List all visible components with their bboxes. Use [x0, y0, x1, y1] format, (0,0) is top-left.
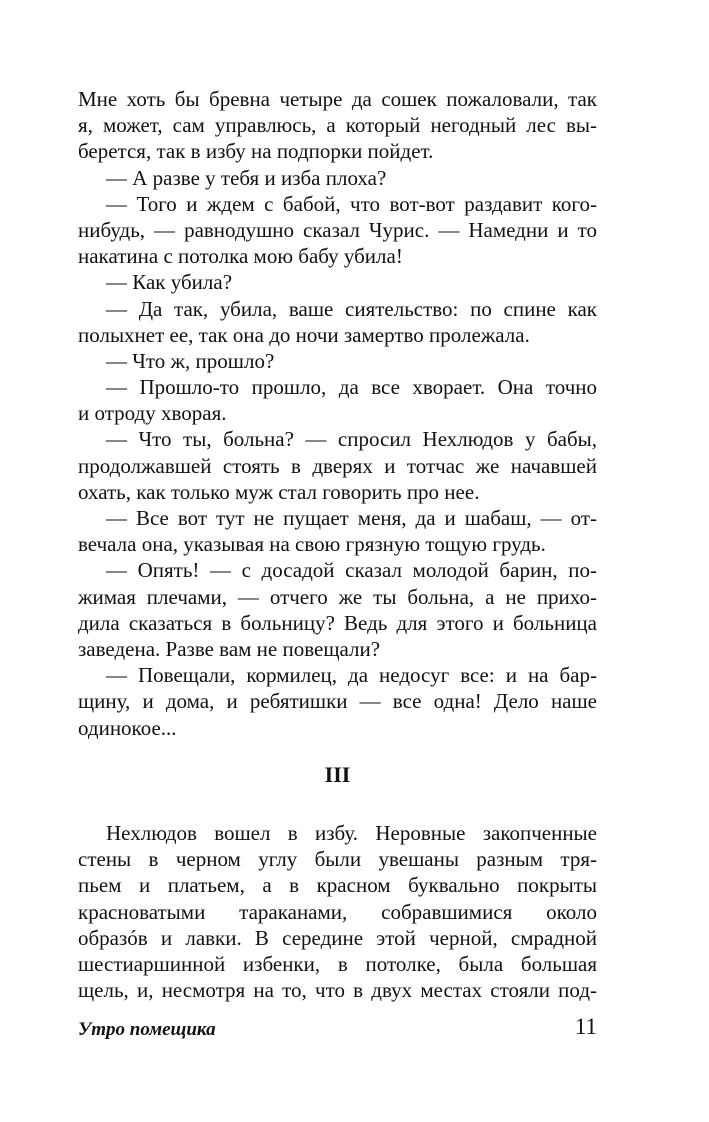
- text-line: полыхнет ее, так она до ночи замертво пролежала.: [78, 322, 530, 347]
- text-line: красноватыми тараканами, собравшимися около: [78, 899, 597, 924]
- text-line: накатина с потолка мою бабу убила!: [78, 244, 403, 269]
- dialogue-line: — Прошло-то прошло, да все хворает. Она точно: [106, 375, 597, 400]
- dialogue-line: — Повещали, кормилец, да недосуг все: и на бар-: [106, 663, 597, 688]
- text-line: дила сказаться в больницу? Ведь для этого и больница: [78, 610, 597, 635]
- text-line: вечала она, указывая на свою грязную тощую грудь.: [78, 532, 546, 557]
- text-line: щель, и, несмотря на то, что в двух местах стояли под-: [78, 978, 597, 1003]
- text-line: Мне хоть бы бревна четыре да сошек пожаловали, так: [78, 87, 597, 111]
- dialogue-line: — Как убила?: [106, 270, 233, 295]
- text-line: берется, так в избу на подпорки пойдет.: [78, 139, 434, 164]
- text-line: пьем и платьем, а в красном буквально покрыты: [78, 873, 597, 898]
- text-section-1: [78, 86, 597, 741]
- dialogue-line: — Да так, убила, ваше сиятельство: по спине как: [106, 296, 597, 321]
- text-line: заведена. Разве вам не повещали?: [78, 636, 381, 661]
- text-line: продолжавшей стоять в дверях и тотчас же начавшей: [78, 453, 597, 478]
- page-number: 11: [574, 1014, 597, 1039]
- dialogue-line: — А разве у тебя и изба плоха?: [106, 165, 387, 190]
- text-line: шестиаршинной избенки, в потолке, была большая: [78, 951, 597, 976]
- text-line: Нехлюдов вошел в избу. Неровные закопченные: [106, 821, 597, 845]
- dialogue-line: — Что ты, больна? — спросил Нехлюдов у бабы,: [106, 427, 597, 452]
- running-footer-title: Утро помещика: [78, 1019, 216, 1040]
- text-line: жимая плечами, — отчего же ты больна, а не прихо-: [78, 584, 597, 609]
- text-line: охать, как только муж стал говорить про нее.: [78, 479, 480, 504]
- dialogue-line: — Все вот тут не пущает меня, да и шабаш, — от-: [106, 506, 597, 530]
- text-line: я, может, сам управлюсь, а который негодный лес вы-: [78, 113, 597, 138]
- text-line: стены в черном углу были увешаны разным тря-: [78, 847, 597, 872]
- dialogue-line: — Опять! — с досадой сказал молодой барин, по-: [106, 558, 597, 583]
- text-line: одинокое...: [78, 715, 177, 740]
- dialogue-line: — Что ж, прошло?: [106, 348, 275, 373]
- dialogue-line: — Того и ждем с бабой, что вот-вот раздавит кого-: [106, 191, 597, 216]
- chapter-heading: III: [324, 762, 351, 787]
- text-section-2: [78, 820, 597, 1003]
- text-line: и отроду хворая.: [78, 401, 227, 426]
- text-line: нибудь, — равнодушно сказал Чурис. — Намедни и то: [78, 217, 597, 242]
- text-line: образóв и лавки. В середине этой черной, смрадной: [78, 925, 597, 950]
- text-line: щину, и дома, и ребятишки — все одна! Дело наше: [78, 689, 597, 714]
